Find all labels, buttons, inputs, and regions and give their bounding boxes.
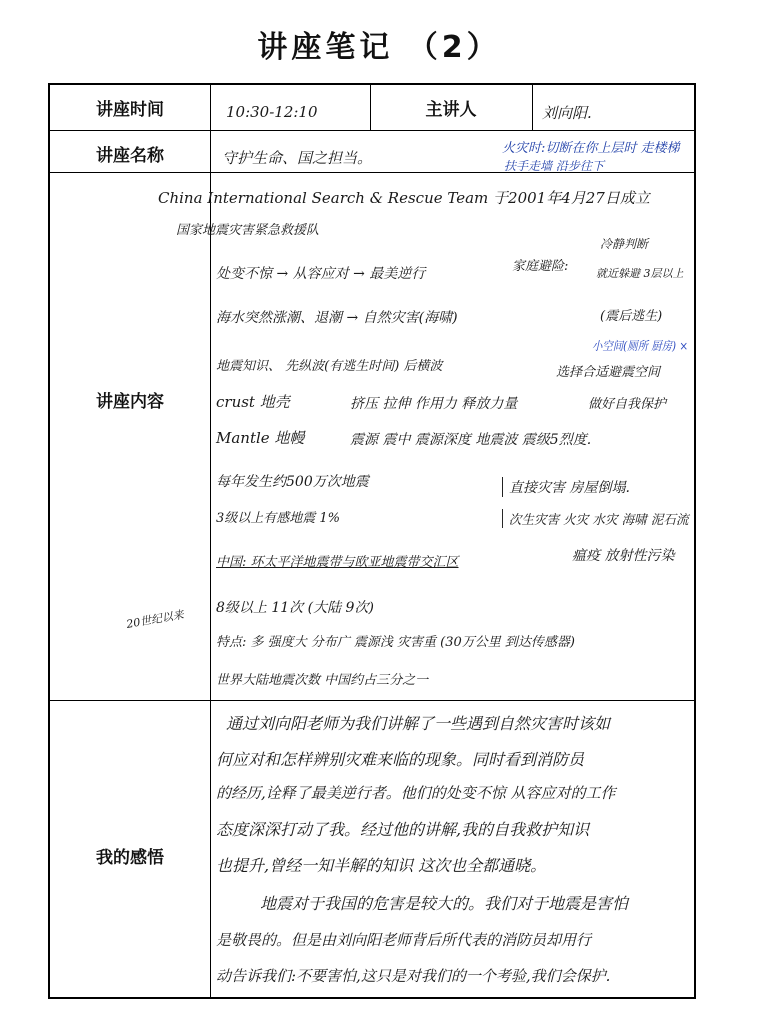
content-line: 海水突然涨潮、退潮 → 自然灾害(海啸) (216, 310, 458, 326)
content-line: 就近躲避 3层以上 (596, 267, 684, 280)
label-lecture-content: 讲座内容 (96, 392, 164, 412)
fire-escape-note-2: 扶手走墙 沿步往下 (504, 159, 604, 173)
content-line: China International Search & Rescue Team 于2001年4月27日成立 (158, 189, 650, 207)
content-line: 3级以上有感地震 1% (216, 511, 341, 526)
content-line: 挤压 拉伸 作用力 释放力量 (350, 396, 518, 412)
speaker-value: 刘向阳. (542, 104, 592, 122)
reflection-line: 动告诉我们:不要害怕,这只是对我们的一个考验,我们会保护. (216, 967, 611, 985)
label-speaker: 主讲人 (425, 100, 477, 120)
label-lecture-name: 讲座名称 (96, 146, 164, 166)
content-line: Mantle 地幔 (216, 429, 305, 447)
content-line: 震源 震中 震源深度 地震波 震级5烈度. (350, 432, 592, 448)
reflection-line: 的经历,诠释了最美逆行者。他们的处变不惊 从容应对的工作 (216, 784, 616, 802)
content-line: 瘟疫 放射性污染 (572, 548, 675, 564)
content-line: 特点: 多 强度大 分布广 震源浅 灾害重 (30万公里 到达传感器) (216, 635, 575, 650)
reflection-line: 地震对于我国的危害是较大的。我们对于地震是害怕 (260, 894, 629, 913)
reflection-line: 何应对和怎样辨别灾难来临的现象。同时看到消防员 (216, 750, 585, 769)
content-line: 20世纪以来 (125, 608, 185, 631)
column-divider (532, 85, 533, 130)
content-line: 家庭避险: (512, 259, 569, 274)
content-line: 小空间(厕所 厨房) × (592, 339, 689, 353)
content-line: 地震知识、 先纵波(有逃生时间) 后横波 (216, 359, 443, 374)
content-line: 直接灾害 房屋倒塌. (502, 477, 630, 497)
row-divider (50, 130, 694, 131)
row-divider (50, 700, 694, 701)
content-line: 世界大陆地震次数 中国约占三分之一 (216, 673, 429, 688)
lecture-name-value: 守护生命、国之担当。 (222, 149, 373, 167)
content-line: 国家地震灾害紧急救援队 (176, 223, 320, 238)
content-line: 冷静判断 (600, 237, 649, 251)
lecture-notes-form (48, 83, 696, 999)
content-line: 做好自我保护 (588, 397, 667, 412)
content-line: (震后逃生) (600, 309, 663, 324)
content-line: 次生灾害 火灾 水灾 海啸 泥石流 (502, 509, 689, 528)
content-line: 每年发生约500万次地震 (216, 474, 369, 490)
reflection-line: 通过刘向阳老师为我们讲解了一些遇到自然灾害时该如 (226, 714, 611, 733)
content-line: 中国: 环太平洋地震带与欧亚地震带交汇区 (216, 555, 459, 570)
content-line: 8级以上 11次 (大陆 9次) (216, 600, 374, 616)
label-lecture-time: 讲座时间 (96, 100, 164, 120)
content-line: 处变不惊 → 从容应对 → 最美逆行 (216, 266, 426, 282)
reflection-line: 也提升,曾经一知半解的知识 这次也全都通晓。 (216, 856, 547, 875)
reflection-line: 是敬畏的。但是由刘向阳老师背后所代表的消防员却用行 (216, 931, 592, 949)
label-my-reflection: 我的感悟 (96, 848, 164, 868)
page-title: 讲座笔记 （2） (257, 30, 501, 65)
content-line: 选择合适避震空间 (556, 365, 661, 380)
reflection-line: 态度深深打动了我。经过他的讲解,我的自我救护知识 (216, 820, 590, 839)
lecture-time-value: 10:30-12:10 (226, 103, 318, 121)
content-line: crust 地壳 (216, 393, 290, 411)
fire-escape-note: 火灾时:切断在你上层时 走楼梯 (502, 141, 680, 156)
